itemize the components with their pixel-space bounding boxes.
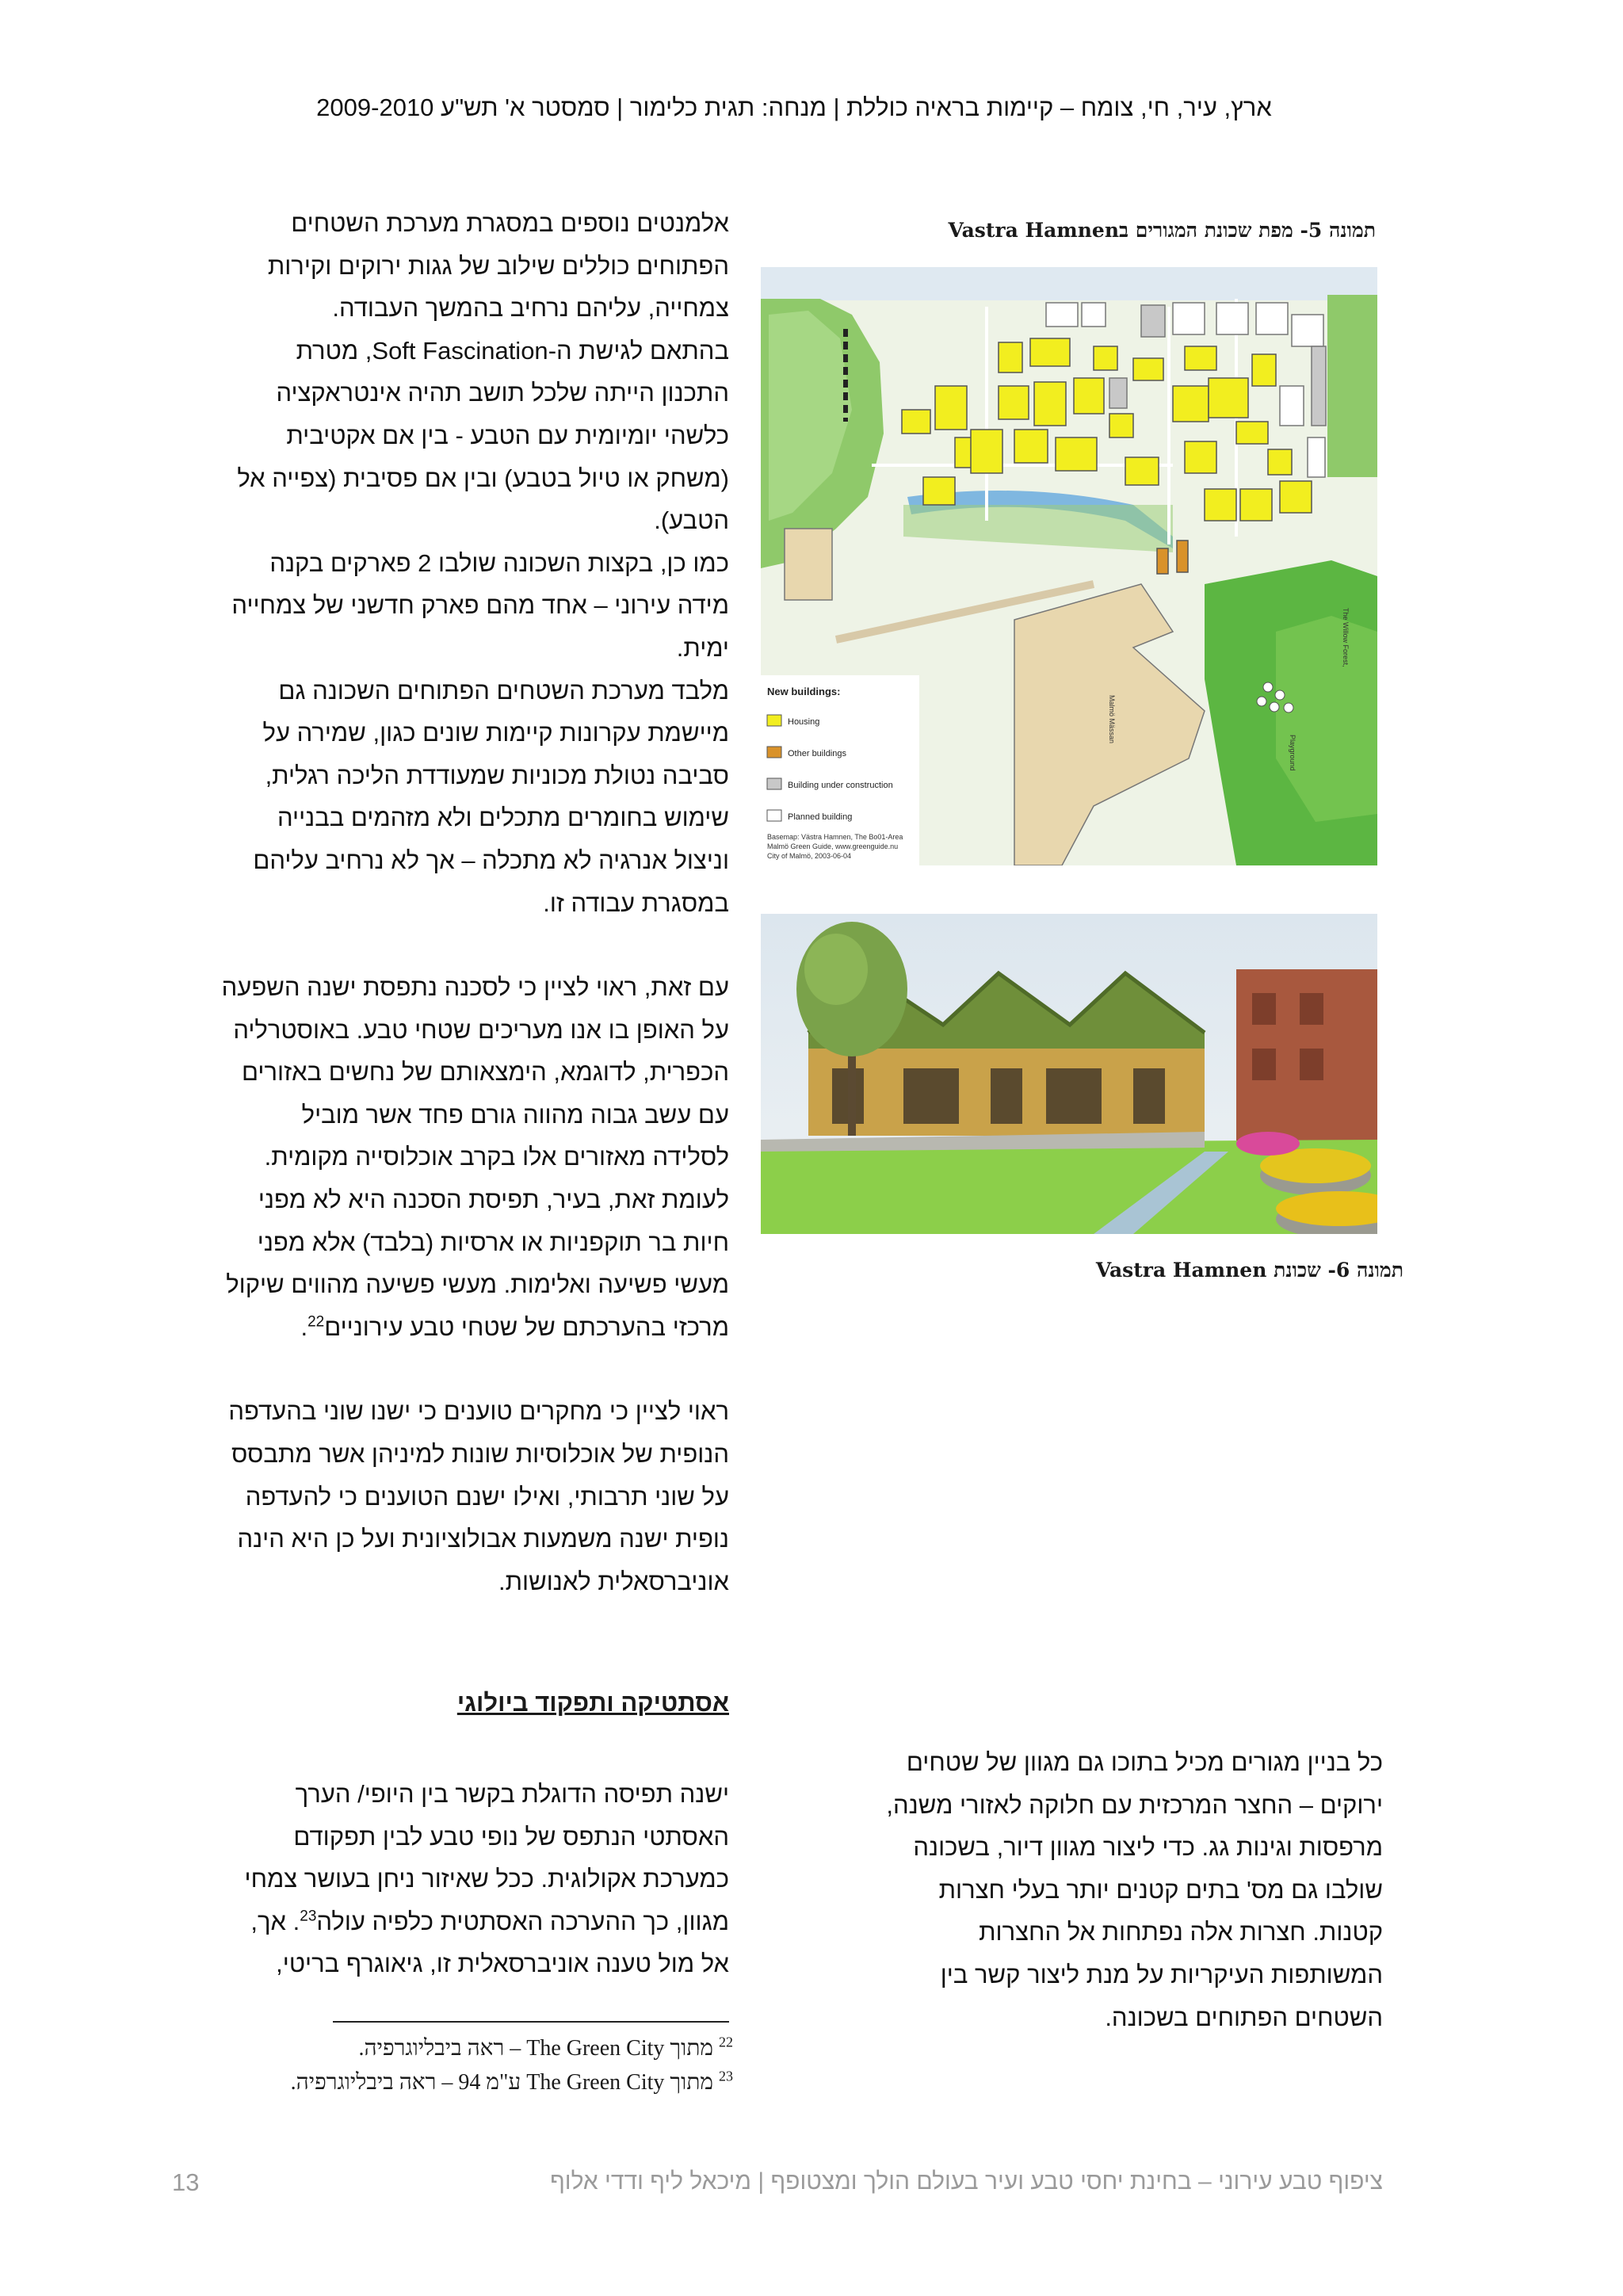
text-line-with-footnote <box>151 1901 729 1943</box>
text-line: נופית ישנה משמעות אבולוציונית ועל כן היא הינה <box>237 1525 729 1553</box>
text-line: מיישמת עקרונות קיימות שונים כגון, שמירה על <box>262 719 729 747</box>
footnote-divider <box>333 2021 729 2023</box>
footnote-number: 23 <box>719 2068 733 2084</box>
text-line: כמערכת אקולוגית. ככל שאיזור ניחן בעושר צמחי <box>244 1865 729 1893</box>
text-line: הטבע). <box>654 506 729 535</box>
legend-item: Other buildings <box>788 749 846 758</box>
text-line: שימוש בחומרים מתכלים ולא מזהמים בבנייה <box>277 804 729 832</box>
sentence-end: . <box>300 1312 308 1341</box>
text-line: אלמנטים נוספים במסגרת מערכת השטחים <box>291 209 729 237</box>
text-line: מעשי פשיעה ואלימות. מעשי פשיעה מהווים שיקול <box>226 1270 729 1299</box>
map-source-line: Basemap: Västra Hamnen, The Bo01-Area <box>767 833 903 841</box>
map-source-line: Malmö Green Guide, www.greenguide.nu <box>767 842 899 850</box>
caption-number: 6 <box>1335 1259 1350 1282</box>
text-line: על שוני תרבותי, ואילו ישנם הטוענים כי להעדפה <box>245 1482 729 1511</box>
footnote-number: 22 <box>719 2034 733 2050</box>
text-line: האסתטי הנתפס של נופי טבע לבין תפקודם <box>293 1822 729 1851</box>
green-roof-photo <box>761 914 1377 1234</box>
legend-item: Planned building <box>788 812 853 822</box>
text-line: הפתוחים כוללים שילוב של גגות ירוקים וקירות <box>267 251 729 280</box>
text-line: כמו כן, בקצות השכונה שולבו 2 פארקים בקנה <box>269 548 729 577</box>
legend-title: New buildings: <box>767 686 841 697</box>
text-line: לעומת זאת, בעיר, תפיסת הסכנה היא לא מפני <box>258 1186 729 1214</box>
footnote <box>151 2070 733 2095</box>
footnote-ref[interactable]: 22 <box>307 1313 325 1331</box>
map-place-label: Malmö Mässan <box>1108 695 1116 744</box>
map-graphic <box>761 267 1377 865</box>
text-line: המשותפות העיקריות על מנת ליצור קשר בין <box>940 1960 1383 1988</box>
text-line: הנופית של אוכלוסיות שונות למיניהן אשר מתבסס <box>231 1440 729 1469</box>
text-line: צמחייה, עליהם נרחיב בהמשך העבודה. <box>332 294 729 323</box>
neighborhood-map <box>761 267 1377 865</box>
caption-place: Vastra Hamnen <box>1095 1259 1267 1282</box>
paragraph-open-spaces <box>151 202 729 924</box>
aesthetics-paragraph <box>151 1773 729 1985</box>
text-line: (משחק או טיול בטבע) ובין אם פסיבית (צפייה אל <box>237 464 729 492</box>
text-line: כלשהי יומיומית עם הטבע - בין אם אקטיבית <box>286 421 729 449</box>
text-line: קטנות. חצרות אלה נפתחות אל החצרות <box>979 1918 1383 1946</box>
text-line: בהתאם לגישת ה-Soft Fascination, מטרת <box>296 336 729 365</box>
caption-number: 5 <box>1308 219 1323 242</box>
footnote-text: מתוך The Green City ע"מ 94 – ראה ביבליוגרפיה. <box>290 2070 713 2095</box>
legend-item: Housing <box>788 717 820 727</box>
text-line: אוניברסאלית לאנושות. <box>498 1567 729 1595</box>
map-place-label: The Willow Forest, <box>1342 608 1350 667</box>
text-line: השטחים הפתוחים בשכונה. <box>1105 2003 1383 2031</box>
text-line: לסלידה מאזורים אלו בקרב אוכלוסייה מקומית. <box>264 1143 729 1171</box>
text-line: מלבד מערכת השטחים הפתוחים השכונה גם <box>278 676 729 705</box>
text-line: מרכזי בהערכתם של שטחי טבע עירוניים <box>324 1312 729 1341</box>
footnote-text: מתוך The Green City – ראה ביבליוגרפיה. <box>358 2036 713 2061</box>
text-line: אל מול טענה אוניברסאלית זו, גיאוגרף בריטי, <box>276 1950 729 1978</box>
text-line: וניצול אנרגיה לא מתכלה – אך לא נרחיב עליהם <box>253 846 729 874</box>
figure-6-caption <box>792 1259 1403 1282</box>
text-line: מידה עירוני – אחד מהם פארק חדשני של צמחייה <box>231 591 729 620</box>
text-line: התכנון הייתה שלכל תושב תהיה אינטראקציה <box>276 379 729 407</box>
text-line: על האופן בו אנו מעריכים שטחי טבע. באוסטרליה <box>233 1015 729 1044</box>
legend-item: Building under construction <box>788 781 893 790</box>
text-line: שולבו גם מס' בתים קטנים יותר בעלי חצרות <box>938 1875 1383 1904</box>
text-line: חיות בר תוקפניות או ארסיות (בלבד) אלא מפני <box>257 1228 729 1256</box>
page-number: 13 <box>172 2168 200 2196</box>
text-line: הכפרית, לדוגמא, הימצאותם של נחשים באזורים <box>242 1058 729 1087</box>
footnote <box>151 2036 733 2061</box>
text-line: עם עשב גבוה מהווה גורם פחד אשר מוביל <box>301 1100 729 1129</box>
text-line: ראוי לציין כי מחקרים טוענים כי ישנו שוני בהעדפה <box>228 1397 729 1426</box>
caption-prefix: תמונה <box>1357 1259 1403 1282</box>
text-line: ימית. <box>676 633 729 662</box>
text-line-with-footnote <box>151 1306 729 1349</box>
paragraph-perceived-danger <box>151 966 729 1348</box>
text-line: סביבה נטולת מכוניות שמעודדת הליכה רגלית, <box>265 761 729 789</box>
footnote-ref[interactable]: 23 <box>300 1908 317 1925</box>
sentence-end: . אך, <box>250 1907 300 1935</box>
map-place-label: Playground <box>1289 735 1296 771</box>
map-source-line: City of Malmö, 2003-06-04 <box>767 852 852 860</box>
caption-place: Vastra Hamnen <box>948 219 1119 242</box>
text-line: כל בניין מגורים מכיל בתוכו גם מגוון של שטחים <box>906 1748 1383 1776</box>
section-heading: אסתטיקה ותפקוד ביולוגי <box>456 1689 729 1717</box>
caption-text: - מפת שכונת המגורים ב <box>1119 219 1308 242</box>
text-line: ירוקים – החצר המרכזית עם חלוקה לאזורי משנה, <box>886 1790 1383 1819</box>
paragraph-landscape-preference <box>151 1390 729 1603</box>
running-footer: ציפוף טבע עירוני – בחינת יחסי טבע ועיר בעולם הולך ומצטופף | מיכאל ליף ודדי אלוף <box>550 2168 1383 2195</box>
running-header: ארץ, עיר, חי, צומח – קיימות בראיה כוללת | מנחה: תגית כלימור | סמסטר א' תש"ע 2009-2010 <box>316 94 1272 121</box>
main-text-column <box>151 202 729 1603</box>
caption-prefix: תמונה <box>1329 219 1376 242</box>
figure-5-caption <box>792 219 1376 243</box>
caption-text: - שכונת <box>1274 1259 1336 1282</box>
photo-graphic <box>761 914 1377 1234</box>
text-line: מרפסות וגינות גג. כדי ליצור מגוון דיור, בשכונה <box>913 1833 1383 1862</box>
text-line: מגוון, כך ההערכה האסתטית כלפיה עולה <box>316 1907 729 1935</box>
text-line: עם זאת, ראוי לציין כי לסכנה נתפסת ישנה השפעה <box>221 973 729 1002</box>
residential-paragraph <box>800 1741 1383 2038</box>
text-line: במסגרת עבודה זו. <box>543 888 729 917</box>
text-line: ישנה תפיסה הדוגלת בקשר בין היופי/ הערך <box>295 1780 729 1808</box>
